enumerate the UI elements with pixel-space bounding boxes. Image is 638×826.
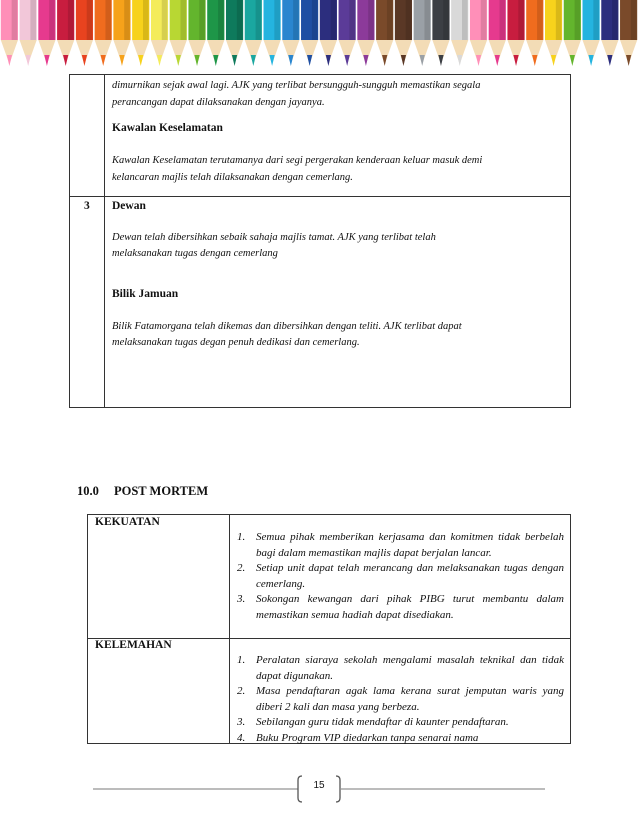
list-item [234,561,564,592]
pencil [414,0,431,66]
list-item-number: 3. [237,593,246,605]
post-mortem-table [87,514,571,744]
list-item-number: 4. [237,731,246,744]
paragraph-line: melaksanakan tugas degan penuh dedikasi dan cemerlang. [112,337,360,348]
list-item [234,731,564,747]
strengths-list [234,530,564,623]
pencil [151,0,168,66]
pencil [376,0,393,66]
pencil [226,0,243,66]
strengths-label: KEKUATAN [95,516,160,528]
list-item-number: 1. [237,654,246,666]
pencil [282,0,299,66]
paragraph-line: dimurnikan sejak awal lagi. AJK yang terlibat bersungguh-sungguh memastikan segala [112,80,481,91]
section-heading [77,484,208,499]
list-item-text: Buku Program VIP diedarkan tanpa senarai nama [256,731,479,744]
list-item-number: 3. [237,716,246,728]
pencil [57,0,74,66]
subheading-kawalan-keselamatan: Kawalan Keselamatan [112,122,223,134]
list-item-text: Sokongan kewangan dari pihak PIBG turut membantu dalam memastikan semua hadiah dapat disediakan. [256,593,564,621]
pencil [38,0,55,66]
pencil [132,0,149,66]
pencil [451,0,468,66]
activity-table [69,74,571,408]
paragraph-line: Kawalan Keselamatan terutamanya dari segi pergerakan kenderaan keluar masuk demi [112,155,483,166]
pencil [113,0,130,66]
pencil [601,0,618,66]
pencil [564,0,581,66]
list-item [234,684,564,715]
subheading-dewan: Dewan [112,200,146,212]
paragraph-line: melaksanakan tugas dengan cemerlang [112,248,278,259]
row-number: 3 [84,200,90,212]
pencil [545,0,562,66]
pencil [583,0,600,66]
table-column-divider [229,515,230,743]
table-column-divider [104,75,105,407]
pencil [489,0,506,66]
pencil [264,0,281,66]
section-number: 10.0 [77,484,99,498]
pencil [339,0,356,66]
paragraph-line: Bilik Fatamorgana telah dikemas dan dibersihkan dengan teliti. AJK terlibat dapat [112,321,462,332]
weaknesses-label: KELEMAHAN [95,639,172,651]
list-item-text: Peralatan siaraya sekolah mengalami masalah teknikal dan tidak dapat digunakan. [256,654,564,682]
pencil [95,0,112,66]
list-item-text: Masa pendaftaran agak lama kerana surat jemputan waris yang diberi 2 kali dan masa yang berbeza. [256,685,564,713]
weaknesses-list [234,653,564,746]
table-row-divider [70,196,570,197]
paragraph-line: Dewan telah dibersihkan sebaik sahaja majlis tamat. AJK yang terlibat telah [112,232,436,243]
paragraph-line: kelancaran majlis telah dilaksanakan dengan cemerlang. [112,172,353,183]
section-title: POST MORTEM [114,484,209,498]
list-item [234,653,564,684]
pencil [432,0,449,66]
pencil [188,0,205,66]
list-item [234,715,564,731]
pencil-banner [0,0,638,70]
list-item-text: Setiap unit dapat telah merancang dan melaksanakan tugas dengan cemerlang. [256,562,564,590]
page-number: 15 [313,780,325,791]
pencil [76,0,93,66]
pencil [301,0,318,66]
pencil [320,0,337,66]
list-item-text: Semua pihak memberikan kerjasama dan komitmen tidak berbelah bagi dalam memastikan majlis dapat berjalan lancar. [256,531,564,559]
pencil [507,0,524,66]
paragraph-line: perancangan dapat dilaksanakan dengan jayanya. [112,97,325,108]
pencil [1,0,18,66]
list-item-number: 1. [237,531,246,543]
subheading-bilik-jamuan: Bilik Jamuan [112,288,179,300]
pencil [245,0,262,66]
list-item-number: 2. [237,685,246,697]
list-item [234,592,564,623]
list-item-text: Sebilangan guru tidak mendaftar di kaunter pendaftaran. [256,716,509,728]
pencil [357,0,374,66]
pencil [470,0,487,66]
list-item [234,530,564,561]
pencil [526,0,543,66]
list-item-number: 2. [237,562,246,574]
pencil [207,0,224,66]
pencil [20,0,37,66]
pencil [395,0,412,66]
pencil [170,0,187,66]
pencil [620,0,637,66]
